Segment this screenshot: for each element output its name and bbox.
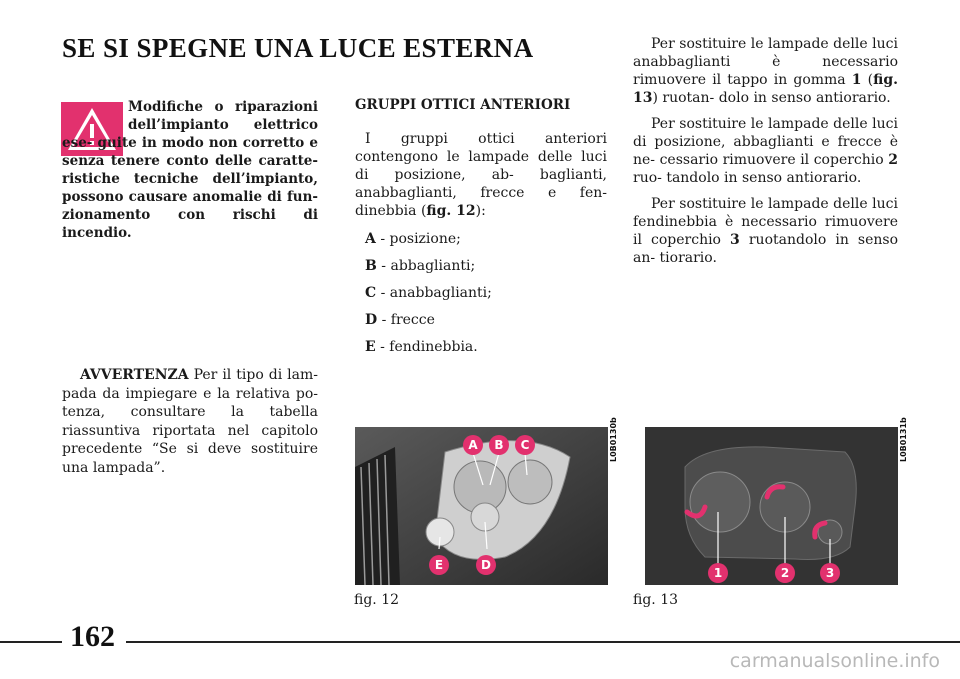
- figure-13-caption: fig. 13: [633, 592, 679, 608]
- watermark: carmanualsonline.info: [729, 650, 940, 672]
- paragraph-position-lights: [633, 115, 898, 187]
- item-text: - anabbaglianti;: [376, 285, 492, 301]
- text: ruo- tandolo in senso antiorario.: [633, 170, 862, 186]
- item-key: C: [365, 285, 377, 301]
- item-text: - abbaglianti;: [376, 258, 476, 274]
- intro-text: I gruppi ottici anteriori contengono le lampade delle luci di posizione, ab- baglianti, anabbaglianti, frecce e fen- dinebbia (: [355, 131, 607, 219]
- section-heading: GRUPPI OTTICI ANTERIORI: [355, 97, 571, 113]
- badge-3: 3: [820, 563, 840, 583]
- list-item: [365, 257, 607, 275]
- item-text: - posizione;: [375, 231, 461, 247]
- badge-b: B: [489, 435, 509, 455]
- badge-e: E: [429, 555, 449, 575]
- right-column: [633, 35, 898, 275]
- page-number: 162: [70, 620, 115, 653]
- item-key: A: [365, 231, 376, 247]
- note-label: AVVERTENZA: [80, 367, 189, 383]
- ref-number: 3: [730, 232, 740, 248]
- text: Per sostituire le lampade delle luci anabbaglianti è necessario rimuovere il tappo in gomma: [633, 36, 898, 88]
- figure-13-code: L0B0131b: [899, 417, 908, 462]
- headlight-rear-illustration: [645, 427, 898, 585]
- warning-body-visible: dell’impianto elettrico ese- guite in modo non corretto e senza tenere conto delle caratte- ristiche tecniche dell’impianto, possono causare anomalie di fun- zionamento con rischi di incendio.: [62, 117, 318, 241]
- ref-number: 2: [888, 152, 898, 168]
- list-item: [365, 284, 607, 302]
- note-paragraph: [62, 366, 318, 477]
- intro-end: ):: [475, 203, 486, 219]
- fig-ref-12: fig. 12: [426, 203, 476, 219]
- item-key: B: [365, 258, 377, 274]
- text: ) ruotan- dolo in senso antiorario.: [652, 90, 891, 106]
- paragraph-fog-lights: [633, 195, 898, 267]
- badge-c: C: [515, 435, 535, 455]
- figure-12-code: L0B0130b: [609, 417, 618, 462]
- page-title: SE SI SPEGNE UNA LUCE ESTERNA: [62, 33, 534, 63]
- cap-1: [690, 472, 750, 532]
- list-item: [365, 311, 607, 329]
- figure-12-caption: fig. 12: [354, 592, 400, 608]
- fig-ref-13: fig. 13: [633, 72, 898, 106]
- list-item: [365, 338, 607, 356]
- badge-1: 1: [708, 563, 728, 583]
- footer-rule-right: [126, 641, 960, 643]
- footer-rule-left: [0, 641, 62, 643]
- badge-2: 2: [775, 563, 795, 583]
- list-item: [365, 230, 607, 248]
- badge-a: A: [463, 435, 483, 455]
- figure-12-headlight-photo: [355, 427, 608, 585]
- badge-d: D: [476, 555, 496, 575]
- text: ruotandolo in senso an- tiorario.: [633, 232, 898, 266]
- section-intro: [355, 130, 607, 220]
- note-text: Per il tipo di lam- pada da impiegare e la relativa po- tenza, consultare la tabella riassuntiva riportata nel capitolo precedente “Se si deve sostituire una lampada”.: [62, 367, 318, 476]
- text: Per sostituire le lampade delle luci di posizione, abbaglianti e frecce è ne- cessario rimuovere il coperchio: [633, 116, 898, 168]
- section-front-lights: [355, 96, 607, 365]
- icon-spacer: [62, 98, 128, 134]
- text: Per sostituire le lampade delle luci fendinebbia è necessario rimuovere il coperchio: [633, 196, 898, 248]
- item-text: - fendinebbia.: [375, 339, 478, 355]
- text: (: [861, 72, 874, 88]
- item-key: E: [365, 339, 376, 355]
- warning-text: [62, 98, 318, 242]
- paragraph-low-beam: [633, 35, 898, 107]
- item-text: - frecce: [377, 312, 435, 328]
- warning-first-line: Modifiche o riparazioni: [128, 99, 318, 115]
- figure-13-headlight-rear-photo: [645, 427, 898, 585]
- ref-number: 1: [851, 72, 862, 88]
- item-key: D: [365, 312, 378, 328]
